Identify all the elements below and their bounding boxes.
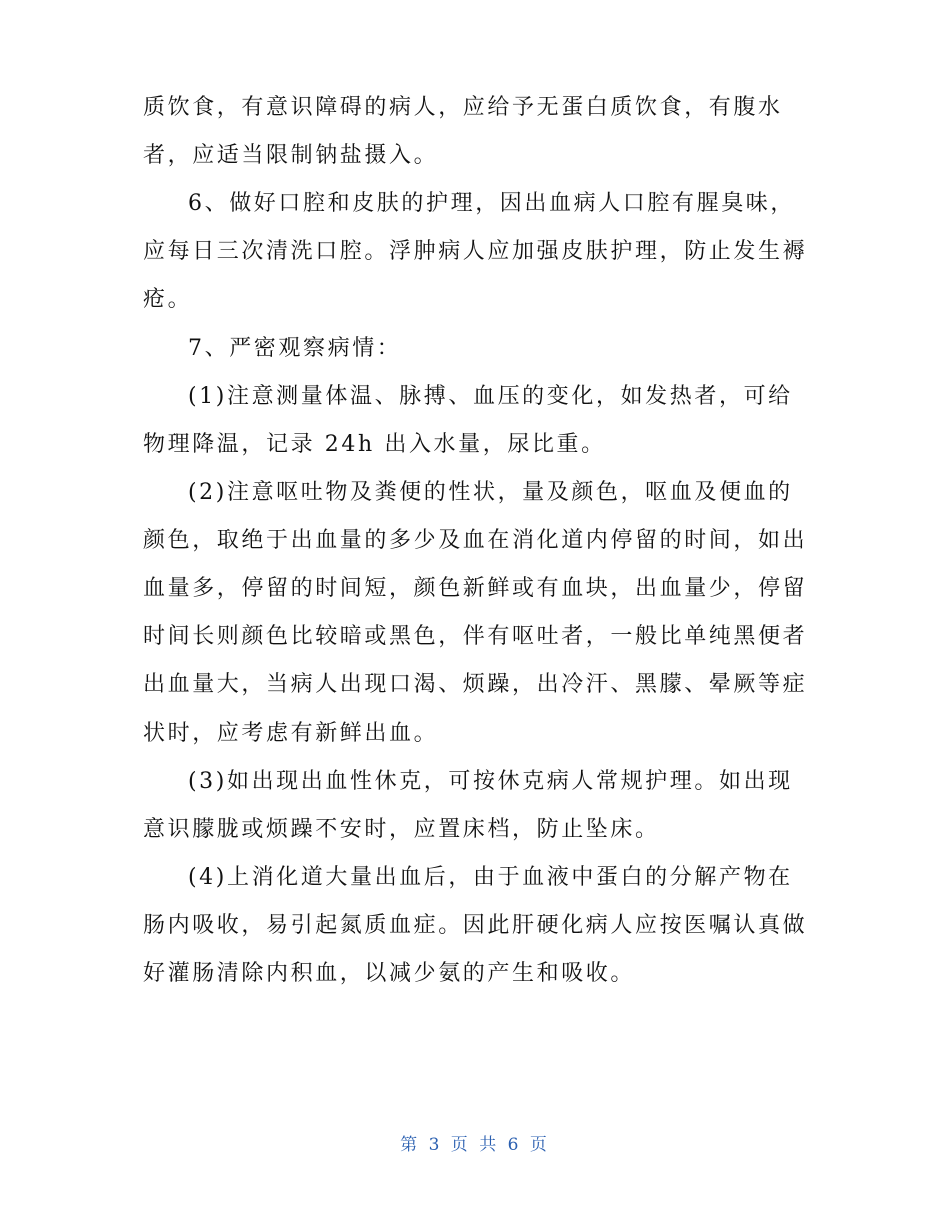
text-line: 好灌肠清除内积血，以减少氨的产生和吸收。 [143,961,636,986]
text-line: 颜色，取绝于出血量的多少及血在消化道内停留的时间，如出 [143,528,808,553]
text-line: 6、做好口腔和皮肤的护理，因出血病人口腔有腥臭味， [188,191,795,216]
text-line: 状时，应考虑有新鲜出血。 [143,721,439,746]
text-line: 肠内吸收，易引起氮质血症。因此肝硬化病人应按医嘱认真做 [143,913,808,938]
text-line: 血量多，停留的时间短，颜色新鲜或有血块，出血量少，停留 [143,576,808,601]
text-line: (4)上消化道大量出血后，由于血液中蛋白的分解产物在 [188,865,793,890]
text-line: 者，应适当限制钠盐摄入。 [143,143,439,168]
text-line: (3)如出现出血性休克，可按休克病人常规护理。如出现 [188,769,793,794]
text-line: 时间长则颜色比较暗或黑色，伴有呕吐者，一般比单纯黑便者 [143,624,808,649]
text-line: (1)注意测量体温、脉搏、血压的变化，如发热者，可给 [188,384,793,409]
text-line: 意识朦胧或烦躁不安时，应置床档，防止坠床。 [143,817,660,842]
text-line: 7、严密观察病情： [188,336,402,361]
page-number-footer: 第 3 页 共 6 页 [400,1135,550,1155]
text-line: 应每日三次清洗口腔。浮肿病人应加强皮肤护理，防止发生褥 [143,239,808,264]
text-line: 质饮食，有意识障碍的病人，应给予无蛋白质饮食，有腹水 [143,95,783,120]
text-line: 疮。 [143,287,193,312]
text-line: (2)注意呕吐物及粪便的性状，量及颜色，呕血及便血的 [188,480,793,505]
text-line: 出血量大，当病人出现口渴、烦躁，出冷汗、黑朦、晕厥等症 [143,672,808,697]
text-line: 物理降温，记录 24h 出入水量，尿比重。 [143,432,606,457]
